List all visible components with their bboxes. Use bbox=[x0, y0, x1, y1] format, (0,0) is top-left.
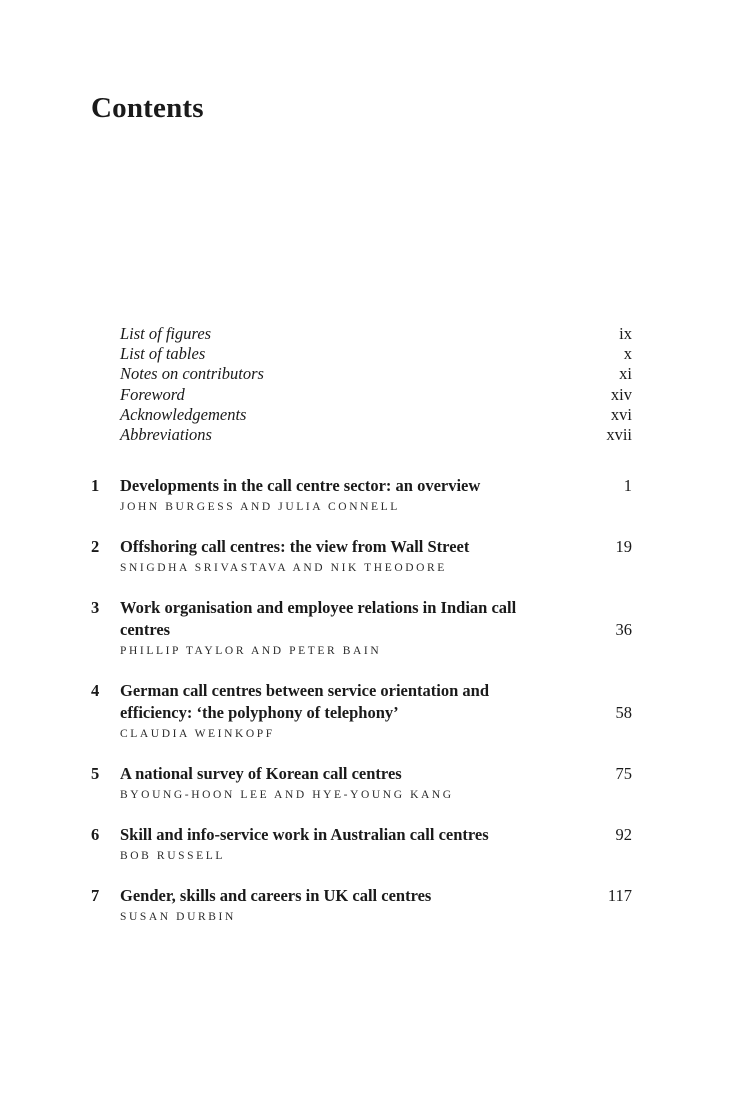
prelim-title: Abbreviations bbox=[120, 424, 212, 444]
prelim-page-number: xvii bbox=[606, 424, 632, 444]
chapter-authors: CLAUDIA WEINKOPF bbox=[120, 728, 275, 740]
chapter-title: Skill and info-service work in Australian call centres bbox=[120, 825, 489, 844]
chapter-entry[interactable] bbox=[91, 536, 632, 575]
chapter-page-number: 1 bbox=[623, 476, 632, 495]
chapter-authors: SUSAN DURBIN bbox=[120, 911, 236, 923]
prelim-item[interactable] bbox=[120, 425, 632, 445]
chapter-number: 2 bbox=[91, 537, 100, 556]
chapter-list bbox=[91, 475, 632, 946]
chapter-title: Work organisation and employee relations in Indian call centres bbox=[120, 598, 517, 639]
chapter-number: 7 bbox=[91, 886, 100, 905]
chapter-title: Gender, skills and careers in UK call centres bbox=[120, 886, 432, 905]
chapter-title: Developments in the call centre sector: an overview bbox=[120, 476, 481, 495]
chapter-heading bbox=[120, 475, 632, 497]
prelim-title: List of figures bbox=[120, 324, 212, 343]
chapter-entry[interactable] bbox=[91, 824, 632, 863]
chapter-heading bbox=[120, 536, 632, 558]
prelim-title: Notes on contributors bbox=[120, 364, 264, 384]
chapter-authors: BOB RUSSELL bbox=[120, 850, 225, 862]
chapter-number: 5 bbox=[91, 764, 100, 783]
chapter-page-number: 36 bbox=[615, 620, 632, 639]
chapter-heading bbox=[120, 680, 632, 724]
chapter-entry[interactable] bbox=[91, 680, 632, 741]
chapter-entry[interactable] bbox=[91, 475, 632, 514]
prelim-page-number: ix bbox=[619, 324, 632, 343]
prelim-page-number: xvi bbox=[610, 404, 632, 424]
prelim-item[interactable] bbox=[120, 364, 632, 384]
chapter-entry[interactable] bbox=[91, 885, 632, 924]
chapter-number: 3 bbox=[91, 598, 100, 617]
chapter-number: 1 bbox=[91, 476, 100, 495]
chapter-page-number: 117 bbox=[607, 886, 632, 905]
chapter-heading bbox=[120, 824, 632, 846]
chapter-entry[interactable] bbox=[91, 597, 632, 658]
prelim-item[interactable] bbox=[120, 344, 632, 364]
chapter-authors: SNIGDHA SRIVASTAVA AND NIK THEODORE bbox=[120, 562, 447, 574]
chapter-page-number: 58 bbox=[615, 703, 632, 722]
prelim-item[interactable] bbox=[120, 405, 632, 425]
prelim-title: Foreword bbox=[120, 384, 185, 404]
chapter-authors: PHILLIP TAYLOR AND PETER BAIN bbox=[120, 645, 382, 657]
chapter-heading bbox=[120, 763, 632, 785]
chapter-authors: JOHN BURGESS AND JULIA CONNELL bbox=[120, 501, 400, 513]
chapter-title: Offshoring call centres: the view from Wall Street bbox=[120, 537, 470, 556]
prelim-title: List of tables bbox=[120, 344, 206, 364]
prelims-list bbox=[120, 324, 632, 445]
prelim-page-number: x bbox=[623, 344, 632, 364]
chapter-number: 6 bbox=[91, 825, 100, 844]
chapter-page-number: 92 bbox=[615, 825, 632, 844]
chapter-heading bbox=[120, 597, 632, 641]
prelim-title: Acknowledgements bbox=[120, 404, 247, 424]
page-title: Contents bbox=[91, 92, 204, 124]
chapter-heading bbox=[120, 885, 632, 907]
chapter-entry[interactable] bbox=[91, 763, 632, 802]
prelim-item[interactable] bbox=[120, 324, 632, 344]
chapter-page-number: 19 bbox=[615, 537, 632, 556]
chapter-title: A national survey of Korean call centres bbox=[120, 764, 402, 783]
prelim-page-number: xi bbox=[619, 364, 632, 384]
chapter-number: 4 bbox=[91, 681, 100, 700]
prelim-page-number: xiv bbox=[610, 384, 632, 404]
chapter-authors: BYOUNG-HOON LEE AND HYE-YOUNG KANG bbox=[120, 789, 454, 801]
chapter-page-number: 75 bbox=[615, 764, 632, 783]
chapter-title: German call centres between service orientation and efficiency: ‘the polyphony of telephony’ bbox=[120, 681, 490, 722]
prelim-item[interactable] bbox=[120, 385, 632, 405]
